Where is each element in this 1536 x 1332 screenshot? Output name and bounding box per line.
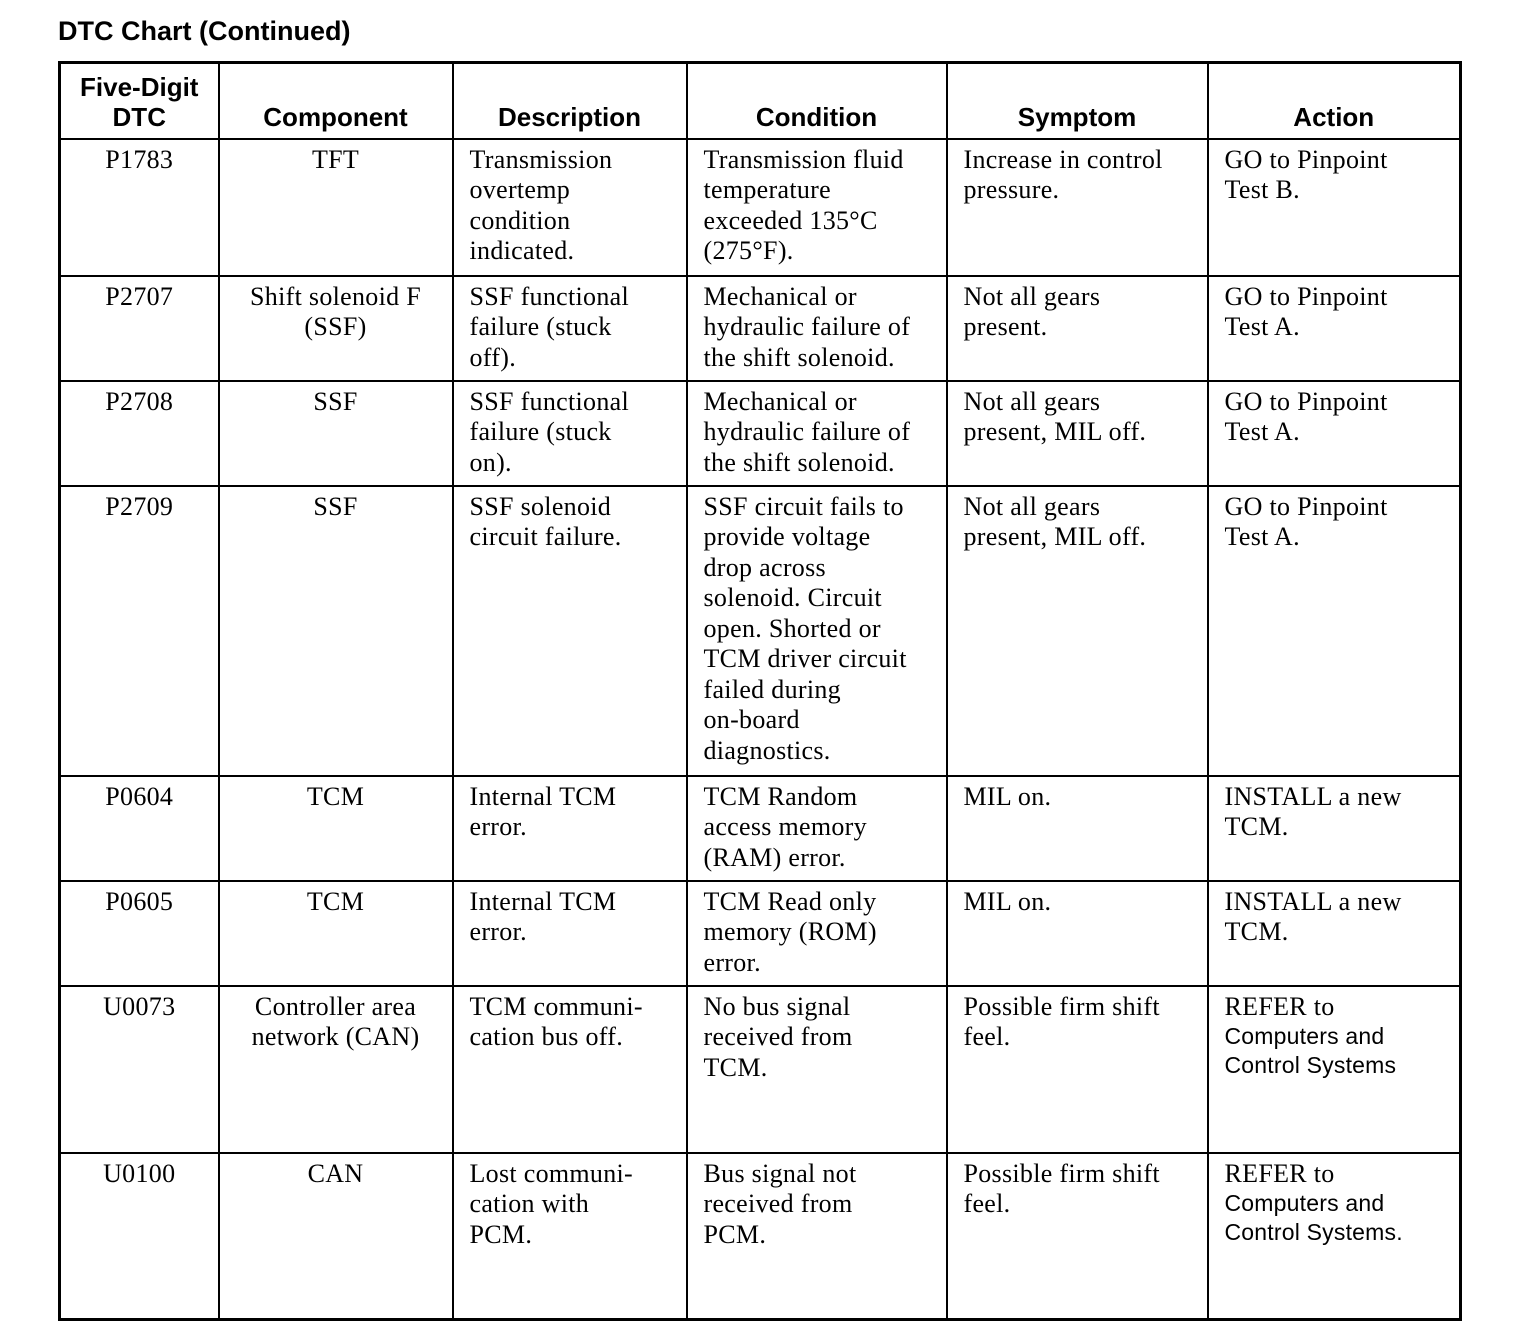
- symptom-cell: MIL on.: [947, 776, 1208, 881]
- action-lead-text: REFER to: [1224, 991, 1335, 1021]
- action-reference-text: Computers and Control Systems: [1224, 1023, 1397, 1078]
- table-row: [60, 276, 1461, 381]
- table-row: [60, 776, 1461, 881]
- symptom-cell: Not all gears present.: [947, 276, 1208, 381]
- header-five-digit-dtc: Five-Digit DTC: [60, 63, 219, 139]
- action-cell: GO to Pinpoint Test A.: [1208, 381, 1461, 486]
- table-row: [60, 139, 1461, 276]
- action-cell: GO to Pinpoint Test A.: [1208, 486, 1461, 776]
- table-row: [60, 881, 1461, 986]
- dtc-code-cell: P0605: [60, 881, 219, 986]
- action-cell: INSTALL a new TCM.: [1208, 776, 1461, 881]
- description-cell: SSF functional failure (stuck off).: [453, 276, 687, 381]
- description-cell: TCM communi- cation bus off.: [453, 986, 687, 1153]
- action-cell: [1208, 986, 1461, 1153]
- symptom-cell: Not all gears present, MIL off.: [947, 381, 1208, 486]
- condition-cell: Mechanical or hydraulic failure of the shift solenoid.: [687, 381, 947, 486]
- dtc-code-cell: P1783: [60, 139, 219, 276]
- component-cell: TFT: [219, 139, 453, 276]
- component-cell: SSF: [219, 381, 453, 486]
- table-row: [60, 486, 1461, 776]
- component-cell: Controller area network (CAN): [219, 986, 453, 1153]
- action-cell: GO to Pinpoint Test A.: [1208, 276, 1461, 381]
- condition-cell: Bus signal not received from PCM.: [687, 1153, 947, 1320]
- description-cell: Lost communi- cation with PCM.: [453, 1153, 687, 1320]
- dtc-code-cell: P2709: [60, 486, 219, 776]
- header-action: Action: [1208, 63, 1461, 139]
- component-cell: TCM: [219, 881, 453, 986]
- table-row: [60, 986, 1461, 1153]
- component-cell: Shift solenoid F (SSF): [219, 276, 453, 381]
- condition-cell: SSF circuit fails to provide voltage drop across solenoid. Circuit open. Shorted or TCM driver circuit failed during on-board diagnostics.: [687, 486, 947, 776]
- dtc-code-cell: U0100: [60, 1153, 219, 1320]
- table-row: [60, 381, 1461, 486]
- dtc-code-cell: P2708: [60, 381, 219, 486]
- dtc-code-cell: P2707: [60, 276, 219, 381]
- condition-cell: TCM Random access memory (RAM) error.: [687, 776, 947, 881]
- condition-cell: Transmission fluid temperature exceeded 135°C (275°F).: [687, 139, 947, 276]
- component-cell: SSF: [219, 486, 453, 776]
- header-component: Component: [219, 63, 453, 139]
- description-cell: Internal TCM error.: [453, 776, 687, 881]
- component-cell: CAN: [219, 1153, 453, 1320]
- condition-cell: Mechanical or hydraulic failure of the shift solenoid.: [687, 276, 947, 381]
- action-cell: GO to Pinpoint Test B.: [1208, 139, 1461, 276]
- action-cell: INSTALL a new TCM.: [1208, 881, 1461, 986]
- action-reference-text: Computers and Control Systems.: [1224, 1190, 1403, 1245]
- symptom-cell: Increase in control pressure.: [947, 139, 1208, 276]
- dtc-code-cell: P0604: [60, 776, 219, 881]
- header-description: Description: [453, 63, 687, 139]
- condition-cell: No bus signal received from TCM.: [687, 986, 947, 1153]
- description-cell: SSF functional failure (stuck on).: [453, 381, 687, 486]
- dtc-chart-table: [58, 61, 1462, 1321]
- description-cell: SSF solenoid circuit failure.: [453, 486, 687, 776]
- table-row: [60, 1153, 1461, 1320]
- header-symptom: Symptom: [947, 63, 1208, 139]
- symptom-cell: Not all gears present, MIL off.: [947, 486, 1208, 776]
- header-condition: Condition: [687, 63, 947, 139]
- description-cell: Transmission overtemp condition indicated.: [453, 139, 687, 276]
- component-cell: TCM: [219, 776, 453, 881]
- dtc-code-cell: U0073: [60, 986, 219, 1153]
- action-lead-text: REFER to: [1224, 1158, 1335, 1188]
- action-cell: [1208, 1153, 1461, 1320]
- symptom-cell: Possible firm shift feel.: [947, 1153, 1208, 1320]
- description-cell: Internal TCM error.: [453, 881, 687, 986]
- condition-cell: TCM Read only memory (ROM) error.: [687, 881, 947, 986]
- symptom-cell: MIL on.: [947, 881, 1208, 986]
- table-header-row: [60, 63, 1461, 139]
- page-title: DTC Chart (Continued): [58, 16, 351, 46]
- symptom-cell: Possible firm shift feel.: [947, 986, 1208, 1153]
